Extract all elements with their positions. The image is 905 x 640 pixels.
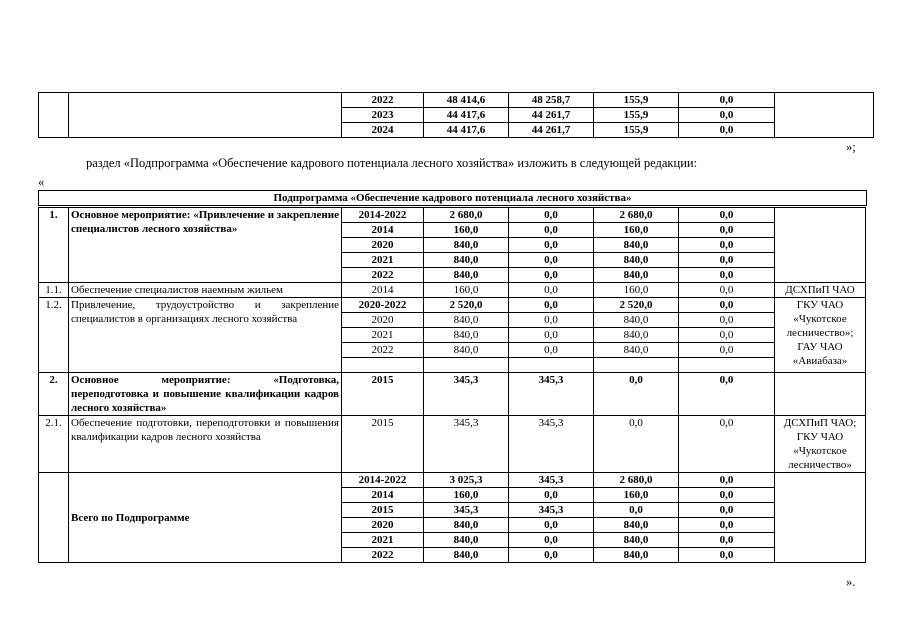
cell-value: 0,0 xyxy=(679,283,775,298)
previous-table-fragment xyxy=(38,92,874,138)
cell-year: 2014-2022 xyxy=(342,473,424,488)
cell-value: 0,0 xyxy=(509,283,594,298)
cell-value: 0,0 xyxy=(679,268,775,283)
cell-year: 2014 xyxy=(342,488,424,503)
instruction-paragraph: раздел «Подпрограмма «Обеспечение кадрового потенциала лесного хозяйства» изложить в следующей редакции: xyxy=(86,156,698,170)
cell-value: 0,0 xyxy=(679,238,775,253)
cell-total: 840,0 xyxy=(424,328,509,343)
cell-exec xyxy=(775,93,874,138)
cell-total-label: Всего по Подпрограмме xyxy=(69,473,342,563)
cell-name: Привлечение, трудоустройство и закрепление специалистов в организациях лесного хозяйства xyxy=(69,298,342,373)
cell-total: 160,0 xyxy=(424,223,509,238)
cell-total: 840,0 xyxy=(424,548,509,563)
cell-total: 840,0 xyxy=(424,268,509,283)
cell-value: 0,0 xyxy=(594,503,679,518)
cell-value: 44 261,7 xyxy=(509,108,594,123)
subprogram-table xyxy=(38,207,866,563)
cell-value: 155,9 xyxy=(594,123,679,138)
cell-value: 0,0 xyxy=(594,416,679,473)
cell-value: 0,0 xyxy=(509,208,594,223)
cell-value: 0,0 xyxy=(679,518,775,533)
cell-value: 160,0 xyxy=(594,283,679,298)
cell-value: 0,0 xyxy=(679,313,775,328)
cell-value: 0,0 xyxy=(679,548,775,563)
cell-value: 345,3 xyxy=(509,416,594,473)
cell-total: 840,0 xyxy=(424,343,509,358)
cell-num xyxy=(39,93,69,138)
cell-empty xyxy=(342,358,424,373)
cell-total: 2 680,0 xyxy=(424,208,509,223)
cell-year: 2021 xyxy=(342,253,424,268)
cell-total: 840,0 xyxy=(424,313,509,328)
cell-year: 2022 xyxy=(342,548,424,563)
cell-empty xyxy=(679,358,775,373)
closing-quote-mark: ». xyxy=(846,575,856,589)
cell-value: 44 261,7 xyxy=(509,123,594,138)
cell-name: Основное мероприятие: «Привлечение и закрепление специалистов лесного хозяйства» xyxy=(69,208,342,283)
cell-num: 1.2. xyxy=(39,298,69,373)
cell-value: 0,0 xyxy=(679,503,775,518)
cell-year: 2014-2022 xyxy=(342,208,424,223)
cell-value: 2 680,0 xyxy=(594,473,679,488)
cell-name: Обеспечение специалистов наемным жильем xyxy=(69,283,342,298)
cell-year: 2022 xyxy=(342,268,424,283)
cell-value: 160,0 xyxy=(594,223,679,238)
cell-year: 2014 xyxy=(342,283,424,298)
cell-year: 2022 xyxy=(342,93,424,108)
cell-value: 0,0 xyxy=(509,313,594,328)
cell-year: 2020 xyxy=(342,313,424,328)
subprogram-title: Подпрограмма «Обеспечение кадрового потенциала лесного хозяйства» xyxy=(38,190,867,206)
cell-value: 0,0 xyxy=(679,253,775,268)
cell-value: 0,0 xyxy=(679,373,775,416)
cell-year: 2015 xyxy=(342,416,424,473)
cell-year: 2020-2022 xyxy=(342,298,424,313)
cell-value: 840,0 xyxy=(594,533,679,548)
cell-value: 0,0 xyxy=(509,253,594,268)
cell-value: 2 680,0 xyxy=(594,208,679,223)
cell-value: 0,0 xyxy=(679,123,775,138)
cell-year: 2015 xyxy=(342,373,424,416)
cell-value: 0,0 xyxy=(679,473,775,488)
cell-total: 160,0 xyxy=(424,283,509,298)
cell-value: 345,3 xyxy=(509,503,594,518)
table-row xyxy=(39,373,866,416)
cell-value: 0,0 xyxy=(509,488,594,503)
cell-value: 160,0 xyxy=(594,488,679,503)
cell-exec xyxy=(775,373,866,416)
cell-value: 0,0 xyxy=(679,208,775,223)
table-row xyxy=(39,298,866,313)
cell-value: 0,0 xyxy=(679,223,775,238)
cell-value: 0,0 xyxy=(509,533,594,548)
cell-exec: ДСХПиП ЧАО xyxy=(775,283,866,298)
cell-total: 44 417,6 xyxy=(424,108,509,123)
cell-name: Обеспечение подготовки, переподготовки и повышения квалификации кадров лесного хозяйства xyxy=(69,416,342,473)
cell-exec xyxy=(775,473,866,563)
cell-total: 345,3 xyxy=(424,503,509,518)
cell-value: 840,0 xyxy=(594,253,679,268)
cell-exec: ДСХПиП ЧАО; ГКУ ЧАО «Чукотское лесничество» xyxy=(775,416,866,473)
cell-num: 1. xyxy=(39,208,69,283)
cell-num: 1.1. xyxy=(39,283,69,298)
cell-num xyxy=(39,473,69,563)
cell-value: 0,0 xyxy=(679,108,775,123)
cell-year: 2020 xyxy=(342,518,424,533)
cell-value: 0,0 xyxy=(679,93,775,108)
cell-value: 0,0 xyxy=(509,548,594,563)
cell-year: 2024 xyxy=(342,123,424,138)
cell-value: 155,9 xyxy=(594,108,679,123)
cell-total: 44 417,6 xyxy=(424,123,509,138)
cell-value: 840,0 xyxy=(594,238,679,253)
cell-year: 2015 xyxy=(342,503,424,518)
cell-total: 345,3 xyxy=(424,416,509,473)
cell-value: 840,0 xyxy=(594,518,679,533)
cell-num: 2.1. xyxy=(39,416,69,473)
cell-value: 0,0 xyxy=(509,238,594,253)
cell-year: 2020 xyxy=(342,238,424,253)
cell-name xyxy=(69,93,342,138)
cell-name: Основное мероприятие: «Подготовка, переподготовка и повышение квалификации кадров лесного хозяйства» xyxy=(69,373,342,416)
cell-value: 840,0 xyxy=(594,548,679,563)
cell-value: 0,0 xyxy=(679,416,775,473)
cell-value: 840,0 xyxy=(594,268,679,283)
cell-num: 2. xyxy=(39,373,69,416)
cell-value: 840,0 xyxy=(594,313,679,328)
cell-total: 840,0 xyxy=(424,238,509,253)
cell-total: 160,0 xyxy=(424,488,509,503)
cell-value: 0,0 xyxy=(594,373,679,416)
cell-total: 840,0 xyxy=(424,518,509,533)
table-row xyxy=(39,473,866,488)
cell-value: 0,0 xyxy=(509,518,594,533)
cell-year: 2014 xyxy=(342,223,424,238)
cell-value: 840,0 xyxy=(594,343,679,358)
table-row xyxy=(39,283,866,298)
cell-value: 0,0 xyxy=(509,298,594,313)
cell-exec xyxy=(775,208,866,283)
cell-exec: ГКУ ЧАО «Чукотское лесничество»; ГАУ ЧАО «Авиабаза» xyxy=(775,298,866,373)
cell-year: 2022 xyxy=(342,343,424,358)
cell-value: 345,3 xyxy=(509,473,594,488)
table-row xyxy=(39,93,874,108)
cell-empty xyxy=(594,358,679,373)
cell-value: 0,0 xyxy=(509,223,594,238)
cell-value: 0,0 xyxy=(509,343,594,358)
cell-total: 840,0 xyxy=(424,533,509,548)
cell-value: 0,0 xyxy=(509,268,594,283)
cell-value: 0,0 xyxy=(679,343,775,358)
cell-total: 2 520,0 xyxy=(424,298,509,313)
cell-total: 840,0 xyxy=(424,253,509,268)
cell-total: 345,3 xyxy=(424,373,509,416)
cell-value: 0,0 xyxy=(509,328,594,343)
cell-value: 2 520,0 xyxy=(594,298,679,313)
cell-total: 48 414,6 xyxy=(424,93,509,108)
cell-empty xyxy=(509,358,594,373)
cell-total: 3 025,3 xyxy=(424,473,509,488)
cell-value: 345,3 xyxy=(509,373,594,416)
cell-year: 2023 xyxy=(342,108,424,123)
cell-value: 0,0 xyxy=(679,328,775,343)
cell-value: 840,0 xyxy=(594,328,679,343)
table-row xyxy=(39,416,866,473)
cell-value: 155,9 xyxy=(594,93,679,108)
cell-value: 48 258,7 xyxy=(509,93,594,108)
opening-quote-mark: « xyxy=(38,175,45,189)
table-row xyxy=(39,208,866,223)
cell-value: 0,0 xyxy=(679,488,775,503)
cell-empty xyxy=(424,358,509,373)
closing-quote-mark: »; xyxy=(846,140,856,154)
cell-value: 0,0 xyxy=(679,533,775,548)
cell-year: 2021 xyxy=(342,533,424,548)
cell-year: 2021 xyxy=(342,328,424,343)
cell-value: 0,0 xyxy=(679,298,775,313)
